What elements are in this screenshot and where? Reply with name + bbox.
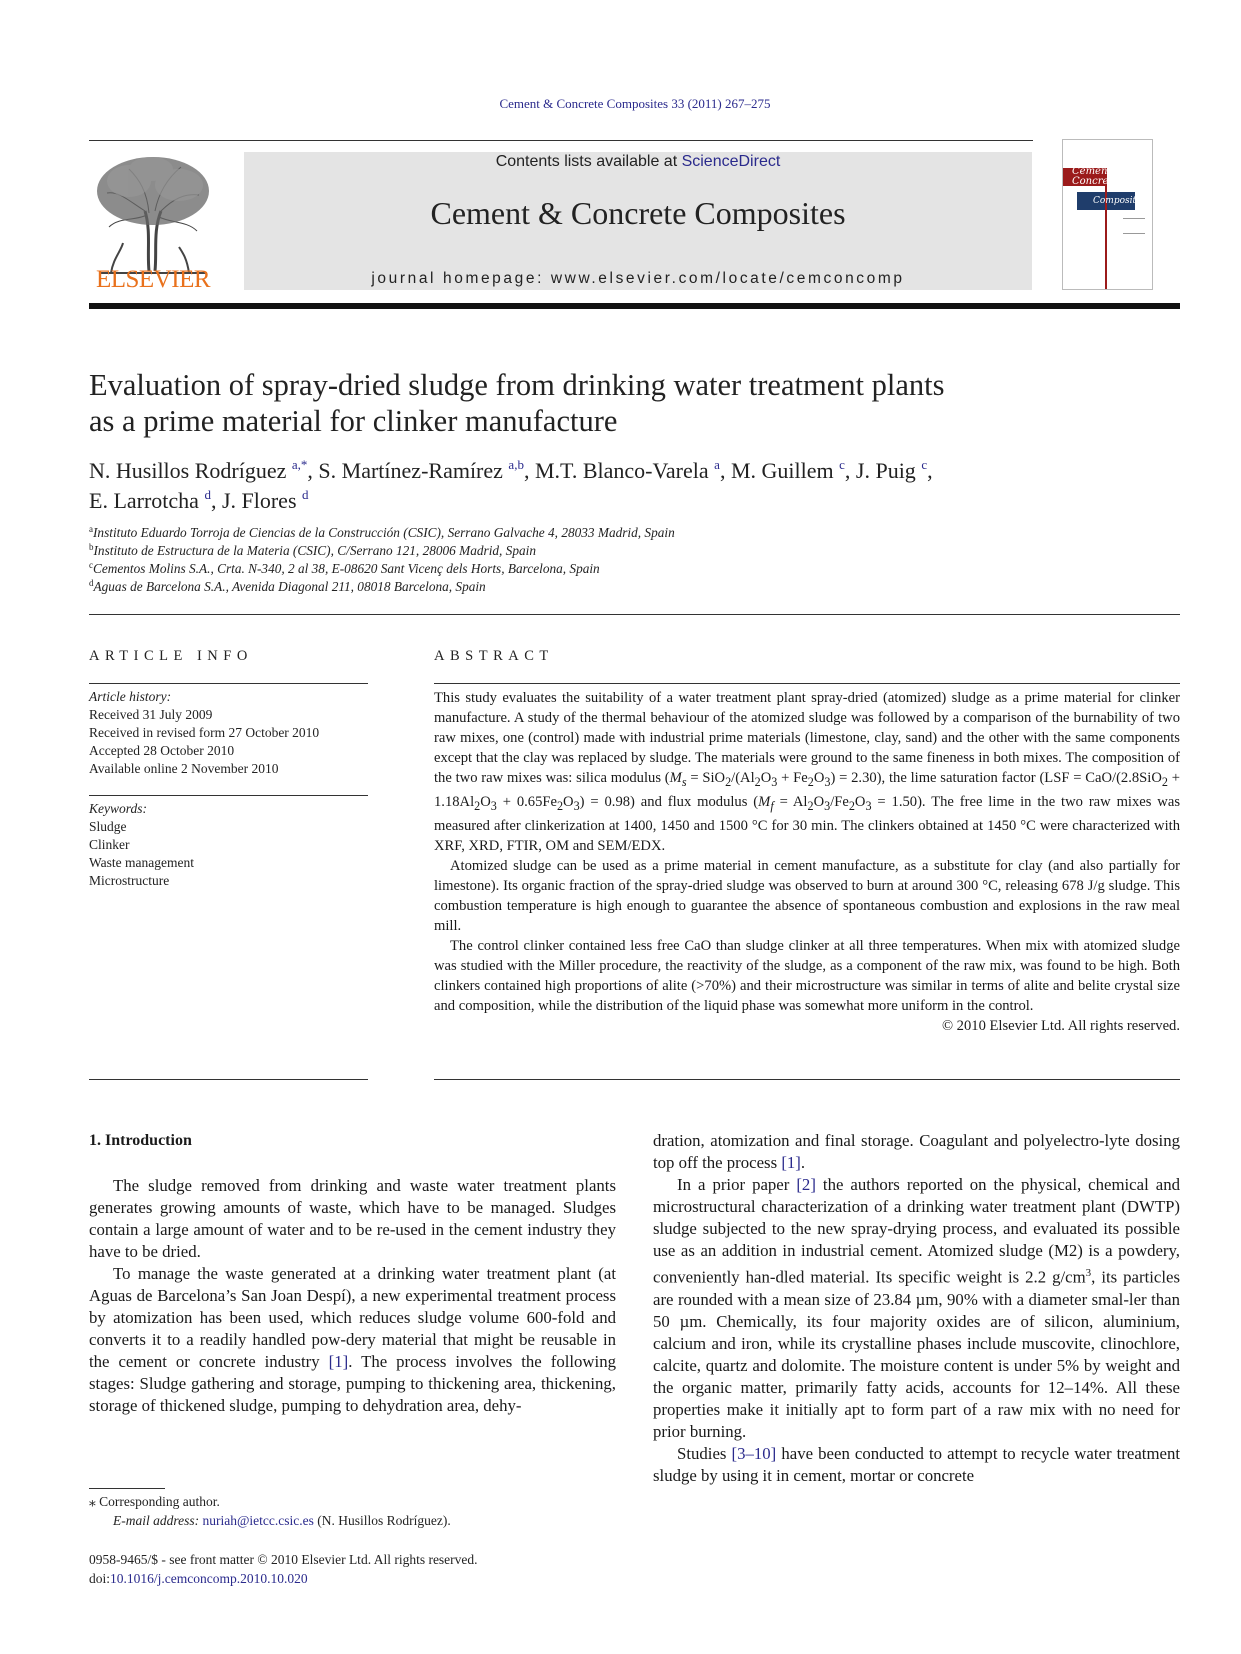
text-run: O [813, 770, 825, 786]
author-sep: , [927, 458, 933, 483]
author-affil-sup[interactable]: d [204, 487, 211, 502]
text-run: dration, atomization and final storage. Coagulant and polyelectro-lyte dosing top off the process [653, 1131, 1180, 1172]
body-paragraph: The sludge removed from drinking and waste water treatment plants generates growing amounts of waste, which have to be managed. Sludges contain a large amount of water and to be re-used in the cement industry they have to be dried. [89, 1176, 616, 1261]
article-info-rule [89, 1079, 368, 1080]
subscript: 3 [824, 798, 831, 813]
subscript: 2 [725, 774, 732, 789]
author-sep: , [719, 458, 731, 483]
footnote [89, 1492, 616, 1530]
journal-homepage[interactable]: journal homepage: www.elsevier.com/locate/cemconcomp [371, 270, 905, 287]
journal-name: Cement & Concrete Composites [430, 195, 846, 231]
section-heading-introduction: 1. Introduction [89, 1132, 192, 1149]
text-run: /(Al [731, 770, 755, 786]
author-affil-sup[interactable]: c [921, 457, 928, 472]
article-info-rule [89, 683, 368, 684]
author[interactable]: E. Larrotcha [89, 488, 205, 513]
contents-line [244, 153, 1032, 171]
abstract-paragraph: Atomized sludge can be used as a prime material in cement manufacture, as a substitute for clay (and also partially for limestone). Its organic fraction of the spray-dried sludge was observed to burn at around 300 °C, releasing 678 J/g sludge. This combustion temperature is high enough to guarantee the absence of spontaneous combustion and explosions in the raw meal mill. [434, 857, 1180, 934]
author[interactable]: M. Guillem [730, 458, 840, 483]
subscript: 2 [1161, 774, 1168, 789]
text-run: O [563, 793, 574, 810]
author-affil-sup[interactable]: a [714, 457, 720, 472]
text-run: = 1.50). The free lime in the two raw mixes was measured after clinkerization at 1400, 1450 and 1500 °C for 30 min. The clinkers obtained at 1450 °C were characterized with XRF, XRD, FTIR, OM and SEM/EDX. [434, 793, 1181, 854]
keywords [89, 800, 369, 890]
text-run: In a prior paper [677, 1175, 797, 1194]
history-item: Available online 2 November 2010 [89, 761, 279, 776]
issn-line: 0958-9465/$ - see front matter © 2010 Elsevier Ltd. All rights reserved. [89, 1552, 478, 1567]
text-run: + 0.65Fe [496, 793, 557, 810]
text-run: O [813, 793, 825, 810]
text-run: O [760, 770, 772, 786]
subscript: 2 [848, 798, 855, 813]
subscript: 2 [754, 774, 761, 789]
body-paragraph [653, 1443, 1180, 1487]
text-run: /Fe [830, 793, 849, 810]
body-paragraph [89, 1263, 616, 1417]
abstract-body [434, 688, 1180, 1036]
elsevier-wordmark: ELSEVIER [95, 266, 211, 293]
email-suffix: (N. Husillos Rodríguez). [313, 1513, 451, 1528]
copyright-notice: © 2010 Elsevier Ltd. All rights reserved. [941, 1017, 1180, 1034]
affiliation-key: d [89, 578, 94, 588]
text-run: ) = 0.98) and flux modulus ( [579, 793, 759, 810]
doi-line [89, 1569, 689, 1588]
keyword: Microstructure [89, 873, 170, 888]
title-line-2: as a prime material for clinker manufacture [89, 404, 618, 438]
superscript: 3 [1085, 1267, 1092, 1279]
author-affil-sup[interactable]: a,* [291, 457, 308, 472]
subscript: f [770, 798, 774, 813]
author[interactable]: S. Martínez-Ramírez [318, 458, 509, 483]
history-label: Article history: [89, 689, 172, 704]
text-run: = SiO [686, 770, 726, 786]
author[interactable]: M.T. Blanco-Varela [534, 458, 715, 483]
symbol: M [758, 793, 771, 810]
author-affil-sup[interactable]: d [302, 487, 309, 502]
author[interactable]: J. Flores [221, 488, 302, 513]
affiliation [89, 542, 989, 560]
cover-sciencedirect-mark [1123, 218, 1145, 234]
history-item: Accepted 28 October 2010 [89, 743, 235, 758]
citation-link[interactable]: [1] [781, 1153, 801, 1172]
text-run: . [800, 1153, 806, 1172]
keyword: Clinker [89, 837, 130, 852]
title-line-1: Evaluation of spray-dried sludge from drinking water treatment plants [89, 368, 945, 402]
affiliation [89, 524, 989, 542]
abstract-paragraph: The control clinker contained less free CaO than sludge clinker at all three temperatures. When mix with atomized sludge was studied with the Miller procedure, the reactivity of the sludge, as a component of the raw mix, was found to be high. Both clinkers contained high proportions of alite (>70%) and their microstructure was similar in terms of alite and belite crystal size and composition, while the distribution of the liquid phase was somewhat more uniform in the control. [434, 937, 1180, 1014]
keyword: Sludge [89, 819, 127, 834]
history-item: Received in revised form 27 October 2010 [89, 725, 320, 740]
affiliation-text: Cementos Molins S.A., Crta. N-340, 2 al 38, E-08620 Sant Vicenç dels Horts, Barcelona, Spain [93, 561, 600, 576]
doi-link[interactable]: 10.1016/j.cemconcomp.2010.10.020 [110, 1571, 308, 1586]
abstract-rule [434, 1079, 1180, 1080]
text-run: = Al [773, 793, 808, 810]
section-rule [89, 614, 1180, 615]
abstract-rule [434, 683, 1180, 684]
body-column-left [89, 1175, 616, 1417]
affiliation-text: Aguas de Barcelona S.A., Avenida Diagonal 211, 08018 Barcelona, Spain [93, 579, 486, 594]
author-affil-sup[interactable]: c [839, 457, 845, 472]
cover-subtitle: Composites [1093, 196, 1147, 206]
email-label: E-mail address: [113, 1513, 203, 1528]
subscript: 3 [573, 798, 580, 813]
bottom-notes [89, 1550, 689, 1588]
running-head[interactable]: Cement & Concrete Composites 33 (2011) 267–275 [499, 96, 771, 111]
affiliation-key: c [89, 560, 93, 570]
author-affil-sup[interactable]: a,b [508, 457, 524, 472]
subscript: 3 [824, 774, 831, 789]
email-link[interactable]: nuriah@ietcc.csic.es [202, 1513, 314, 1528]
subscript: 2 [807, 798, 814, 813]
cover-title: Cement & Concrete [1072, 166, 1124, 187]
author[interactable]: J. Puig [855, 458, 922, 483]
body-column-right [653, 1130, 1180, 1487]
abstract-paragraph [434, 688, 1180, 856]
author-sep: , [523, 458, 535, 483]
text-run: + 1.18Al [434, 770, 1180, 810]
text-run: + Fe [777, 770, 808, 786]
subscript: 3 [865, 798, 872, 813]
affiliation-text: Instituto Eduardo Torroja de Ciencias de la Construcción (CSIC), Serrano Galvache 4, 28033 Madrid, Spain [93, 525, 675, 540]
article-info-heading: ARTICLE INFO [89, 648, 253, 664]
doi-label: doi: [89, 1571, 111, 1586]
subscript: s [681, 774, 687, 789]
affiliation-list [89, 524, 989, 596]
subscript: 2 [556, 798, 564, 813]
author-sep: , [844, 458, 856, 483]
email-line [89, 1511, 616, 1530]
footnote-rule [89, 1488, 165, 1489]
author-list [89, 456, 1149, 516]
affiliation [89, 560, 989, 578]
citation-link[interactable]: [3–10] [731, 1443, 777, 1463]
subscript: 2 [474, 798, 481, 813]
abstract-heading: ABSTRACT [434, 648, 554, 664]
text-run: ) = 2.30), the lime saturation factor (LSF = CaO/(2.8SiO [830, 770, 1162, 786]
subscript: 3 [771, 774, 778, 789]
corresponding-author-note: ⁎ Corresponding author. [89, 1494, 220, 1509]
symbol: M [669, 770, 682, 786]
article-history [89, 688, 369, 778]
citation-link[interactable]: [2] [796, 1175, 816, 1194]
subscript: 3 [490, 798, 497, 813]
affiliation-key: b [89, 542, 94, 552]
text-run: Studies [677, 1443, 732, 1463]
history-item: Received 31 July 2009 [89, 707, 213, 722]
sciencedirect-link[interactable]: ScienceDirect [681, 153, 781, 170]
body-paragraph [653, 1130, 1180, 1174]
text-run: have been conducted to attempt to recycle water treatment sludge by using it in cement, mortar or concrete [653, 1443, 1180, 1485]
header-thick-rule [89, 303, 1180, 309]
body-paragraph [653, 1174, 1180, 1443]
article-title [89, 367, 1069, 439]
keywords-label: Keywords: [89, 801, 147, 816]
affiliation [89, 578, 989, 596]
header-rule [89, 140, 1033, 141]
text-run: the authors reported on the physical, chemical and microstructural characterization of a drinking water treatment plant (DWTP) sludge subjected to the new spray-drying process, and evaluated its possible use as an addition in industrial cement. Atomized sludge (M2) is a powdery, conveniently han-dled material. Its specific weight is 2.2 g/cm [653, 1175, 1180, 1287]
article-info-rule [89, 795, 368, 796]
text-run: , its particles are rounded with a mean size of 23.84 µm, 90% with a diameter smal-ler than 50 µm. Chemically, its four majority oxides are of silicon, aluminium, calcium and iron, while its crystalline phases include muscovite, clinochlore, calcite, quartz and dolomite. The moisture content is under 5% by weight and the organic matter, primarily fatty acids, accounts for 12–14%. All these properties make it initially apt to form part of a raw mix with no need for prior burning. [653, 1267, 1180, 1441]
author[interactable]: N. Husillos Rodríguez [89, 458, 292, 483]
affiliation-key: a [89, 524, 93, 534]
contents-prefix: Contents lists available at [495, 153, 682, 170]
text-run: . The process involves the following stages: Sludge gathering and storage, pumping to thickening area, thickening, storage of thickened sludge, pumping to dehydration area, dehy- [89, 1352, 616, 1415]
citation-link[interactable]: [1] [328, 1352, 349, 1371]
text-run: O [854, 793, 866, 810]
affiliation-text: Instituto de Estructura de la Materia (CSIC), C/Serrano 121, 28006 Madrid, Spain [93, 543, 536, 558]
subscript: 2 [807, 774, 814, 789]
text-run: O [480, 793, 491, 810]
author-sep: , [307, 458, 319, 483]
journal-cover-thumbnail[interactable] [1062, 139, 1153, 290]
text-run: This study evaluates the suitability of a water treatment plant spray-dried (atomized) sludge as a prime material for clinker manufacture. A study of the thermal behaviour of the atomized sludge was followed by a comparison of the burnability of two raw mixes, one (control) made with industrial prime materials (limestone, clay, sand) and the other with the same components except that the clay was replaced by sludge. The materials were ground to the same fineness in both mixes. The composition of the two raw mixes was: silica modulus ( [434, 690, 1180, 786]
text-run: To manage the waste generated at a drinking water treatment plant (at Aguas de Barcelona’s San Joan Despí), a new experimental treatment process by atomization has been used, which reduces sludge volume 600-fold and converts it to a readily handled pow-dery material that might be reusable in the cement or concrete industry [89, 1264, 616, 1371]
author-sep: , [210, 488, 222, 513]
keyword: Waste management [89, 855, 194, 870]
